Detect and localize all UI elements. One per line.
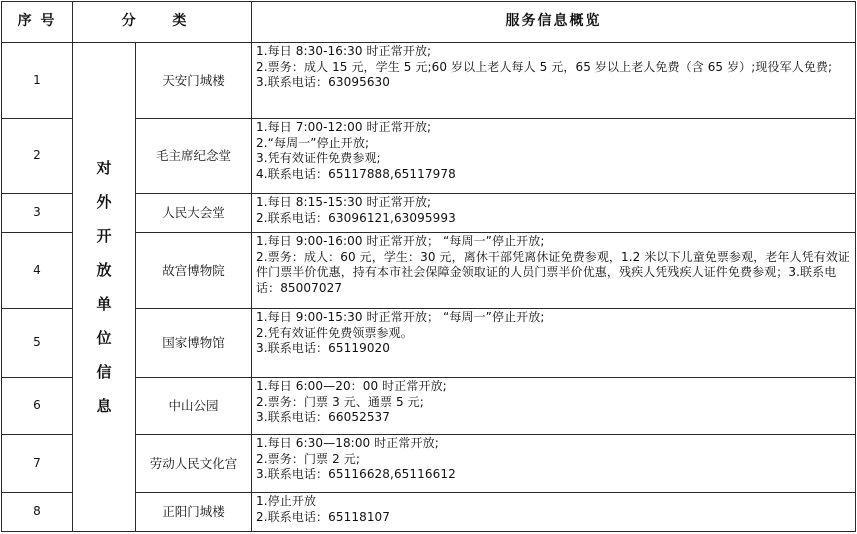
header-seq: 序 号 <box>2 2 73 43</box>
info-cell <box>252 194 856 233</box>
table-row <box>2 43 856 119</box>
venue-name: 中山公园 <box>136 378 252 435</box>
row-number: 1 <box>2 43 73 119</box>
venue-name: 正阳门城楼 <box>136 493 252 532</box>
info-line: 2.“每周一”停止开放; <box>256 135 370 150</box>
info-line: 1.每日 7:00-12:00 时正常开放; <box>256 120 432 134</box>
info-line: 2.票务：门票 3 元、通票 5 元; <box>256 394 424 409</box>
info-cell <box>252 435 856 493</box>
info-line: 2.联系电话：63096121,63095993 <box>256 210 456 225</box>
row-number: 4 <box>2 233 73 309</box>
info-line: 1.每日 9:00-16:00 时正常开放； “每周一”停止开放; <box>256 234 545 248</box>
venue-name: 劳动人民文化宫 <box>136 435 252 493</box>
info-table <box>1 1 856 532</box>
header-info: 服务信息概览 <box>252 2 856 43</box>
info-cell <box>252 309 856 378</box>
info-line: 2.票务：成人：60 元，学生：30 元，离休干部凭离休证免费参观，1.2 米以下儿童免票参观，老年人凭有效证件门票半价优惠，持有本市社会保障金领取证的人员门票半价优惠，残疾人凭残疾人证件免费参观；3.联系电话：85007027 <box>256 249 851 295</box>
header-category: 分 类 <box>73 2 252 43</box>
info-cell <box>252 43 856 119</box>
venue-name: 故宫博物院 <box>136 233 252 309</box>
info-line: 1.停止开放 <box>256 494 317 508</box>
info-line: 2.联系电话：65118107 <box>256 509 391 524</box>
row-number: 2 <box>2 119 73 194</box>
row-number: 8 <box>2 493 73 532</box>
info-line: 3.联系电话：63095630 <box>256 75 391 89</box>
info-cell <box>252 119 856 194</box>
info-line: 2.票务：门票 2 元; <box>256 451 360 466</box>
category-label: 对外开放单位信息 <box>96 159 112 415</box>
info-line: 2.凭有效证件免费领票参观。 <box>256 325 413 340</box>
venue-name: 天安门城楼 <box>136 43 252 119</box>
row-number: 7 <box>2 435 73 493</box>
info-line: 1.每日 8:15-15:30 时正常开放; <box>256 195 432 209</box>
info-line: 2.票务：成人 15 元，学生 5 元;60 岁以上老人每人 5 元，65 岁以上老人免费（含 65 岁）;现役军人免费; <box>256 59 833 74</box>
info-line: 1.每日 9:00-15:30 时正常开放； “每周一”停止开放; <box>256 310 545 324</box>
info-line: 3.凭有效证件免费参观; <box>256 151 381 165</box>
info-cell <box>252 493 856 532</box>
venue-name: 人民大会堂 <box>136 194 252 233</box>
row-number: 5 <box>2 309 73 378</box>
info-cell <box>252 233 856 309</box>
row-number: 6 <box>2 378 73 435</box>
info-line: 1.每日 8:30-16:30 时正常开放; <box>256 44 432 58</box>
venue-name: 国家博物馆 <box>136 309 252 378</box>
row-number: 3 <box>2 194 73 233</box>
info-cell <box>252 378 856 435</box>
category-cell <box>73 43 136 532</box>
info-line: 3.联系电话：66052537 <box>256 410 391 424</box>
info-line: 3.联系电话：65119020 <box>256 341 391 355</box>
info-line: 1.每日 6:00—20：00 时正常开放; <box>256 379 447 393</box>
info-line: 1.每日 6:30—18:00 时正常开放; <box>256 436 439 450</box>
info-line: 4.联系电话：65117888,65117978 <box>256 166 456 181</box>
info-line: 3.联系电话：65116628,65116612 <box>256 467 456 481</box>
header-row <box>2 2 856 43</box>
venue-name: 毛主席纪念堂 <box>136 119 252 194</box>
